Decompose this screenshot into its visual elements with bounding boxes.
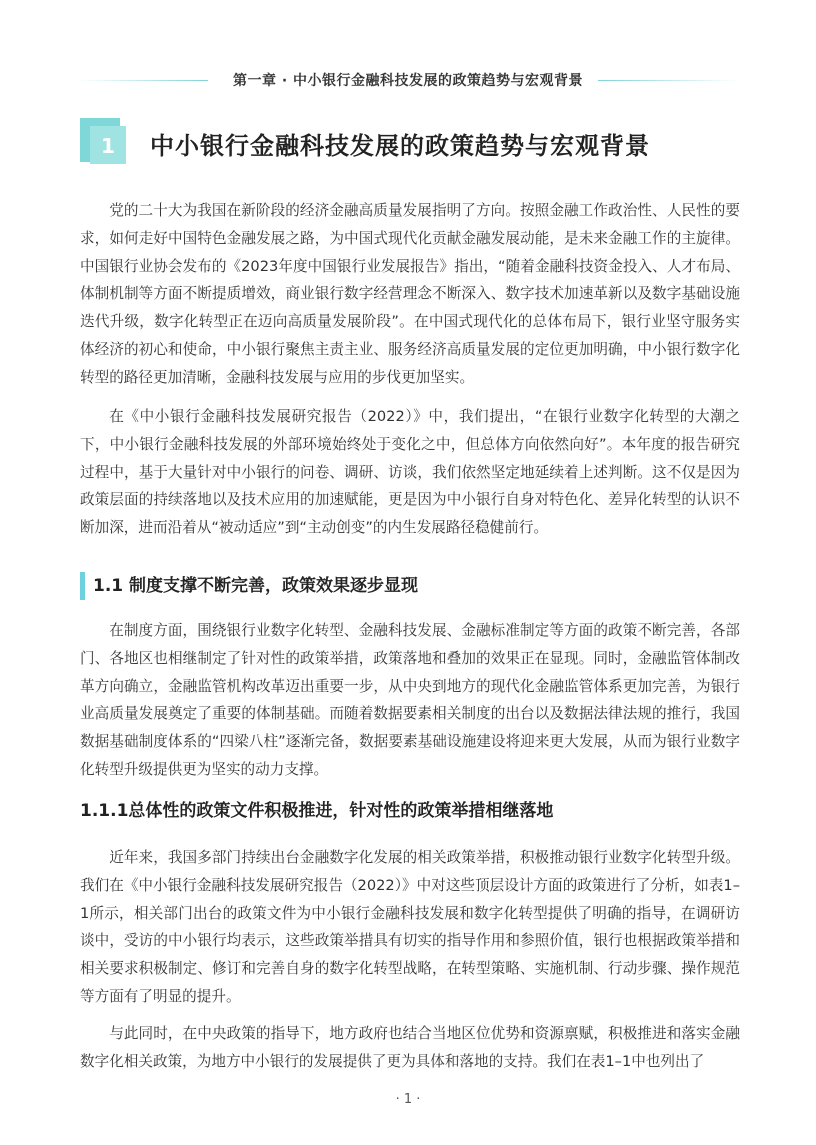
chapter-number: 1 — [90, 126, 126, 164]
section-heading: 1.1 制度支撑不断完善，政策效果逐步显现 — [80, 572, 418, 600]
intro-paragraph-1: 党的二十大为我国在新阶段的经济金融高质量发展指明了方向。按照金融工作政治性、人民性的要求，如何走好中国特色金融发展之路，为中国式现代化贡献金融发展动能，是未来金融工作的主旋律。中国银行业协会发布的《2023年度中国银行业发展报告》指出，“随着金融科技资金投入、人才布局、体制机制等方面不断提质增效，商业银行数字经营理念不断深入、数字技术加速革新以及数字基础设施迭代升级，数字化转型正在迈向高质量发展阶段”。在中国式现代化的总体布局下，银行业坚守服务实体经济的初心和使命，中小银行聚焦主责主业、服务经济高质量发展的定位更加明确，中小银行数字化转型的路径更加清晰，金融科技发展与应用的步伐更加坚实。 — [80, 202, 740, 386]
header-rule-left — [78, 80, 208, 81]
running-header — [78, 70, 738, 92]
header-rule-right — [598, 80, 738, 81]
chapter-title: 中小银行金融科技发展的政策趋势与宏观背景 — [150, 132, 650, 160]
running-header-title: 第一章 · 中小银行金融科技发展的政策趋势与宏观背景 — [232, 73, 584, 89]
subsection-paragraph-2: 与此同时，在中央政策的指导下，地方政府也结合当地区位优势和资源禀赋，积极推进和落实金融数字化相关政策，为地方中小银行的发展提供了更为具体和落地的支持。我们在表1–1中也列出了 — [80, 1025, 740, 1070]
subsection-paragraph-1: 近年来，我国多部门持续出台金融数字化发展的相关政策举措，积极推动银行业数字化转型升级。我们在《中小银行金融科技发展研究报告（2022）》中对这些顶层设计方面的政策进行了分析，如表1–1所示，相关部门出台的政策文件为中小银行金融科技发展和数字化转型提供了明确的指导，在调研访谈中，受访的中小银行均表示，这些政策举措具有切实的指导作用和参照价值，银行也根据政策举措和相关要求积极制定、修订和完善自身的数字化转型战略，在转型策略、实施机制、行动步骤、操作规范等方面有了明显的提升。 — [80, 849, 740, 1005]
intro-paragraph-2: 在《中小银行金融科技发展研究报告（2022）》中，我们提出，“在银行业数字化转型的大潮之下，中小银行金融科技发展的外部环境始终处于变化之中，但总体方向依然向好”。本年度的报告研究过程中，基于大量针对中小银行的问卷、调研、访谈，我们依然坚定地延续着上述判断。这不仅是因为政策层面的持续落地以及技术应用的加速赋能，更是因为中小银行自身对特色化、差异化转型的认识不断加深，进而沿着从“被动适应”到“主动创变”的内生发展路径稳健前行。 — [80, 408, 740, 537]
subsection-heading: 1.1.1总体性的政策文件积极推进，针对性的政策举措相继落地 — [80, 801, 554, 821]
chapter-number-badge — [80, 118, 130, 168]
section-paragraph-1: 在制度方面，围绕银行业数字化转型、金融科技发展、金融标准制定等方面的政策不断完善，各部门、各地区也相继制定了针对性的政策举措，政策落地和叠加的效果正在显现。同时，金融监管体制改革方向确立，金融监管机构改革迈出重要一步，从中央到地方的现代化金融监管体系更加完善，为银行业高质量发展奠定了重要的体制基础。而随着数据要素相关制度的出台以及数据法律法规的推行，我国数据基础制度体系的“四梁八柱”逐渐完备，数据要素基础设施建设将迎来更大发展，从而为银行业数字化转型升级提供更为坚实的动力支撑。 — [80, 622, 740, 778]
page-number: · 1 · — [395, 1092, 421, 1107]
